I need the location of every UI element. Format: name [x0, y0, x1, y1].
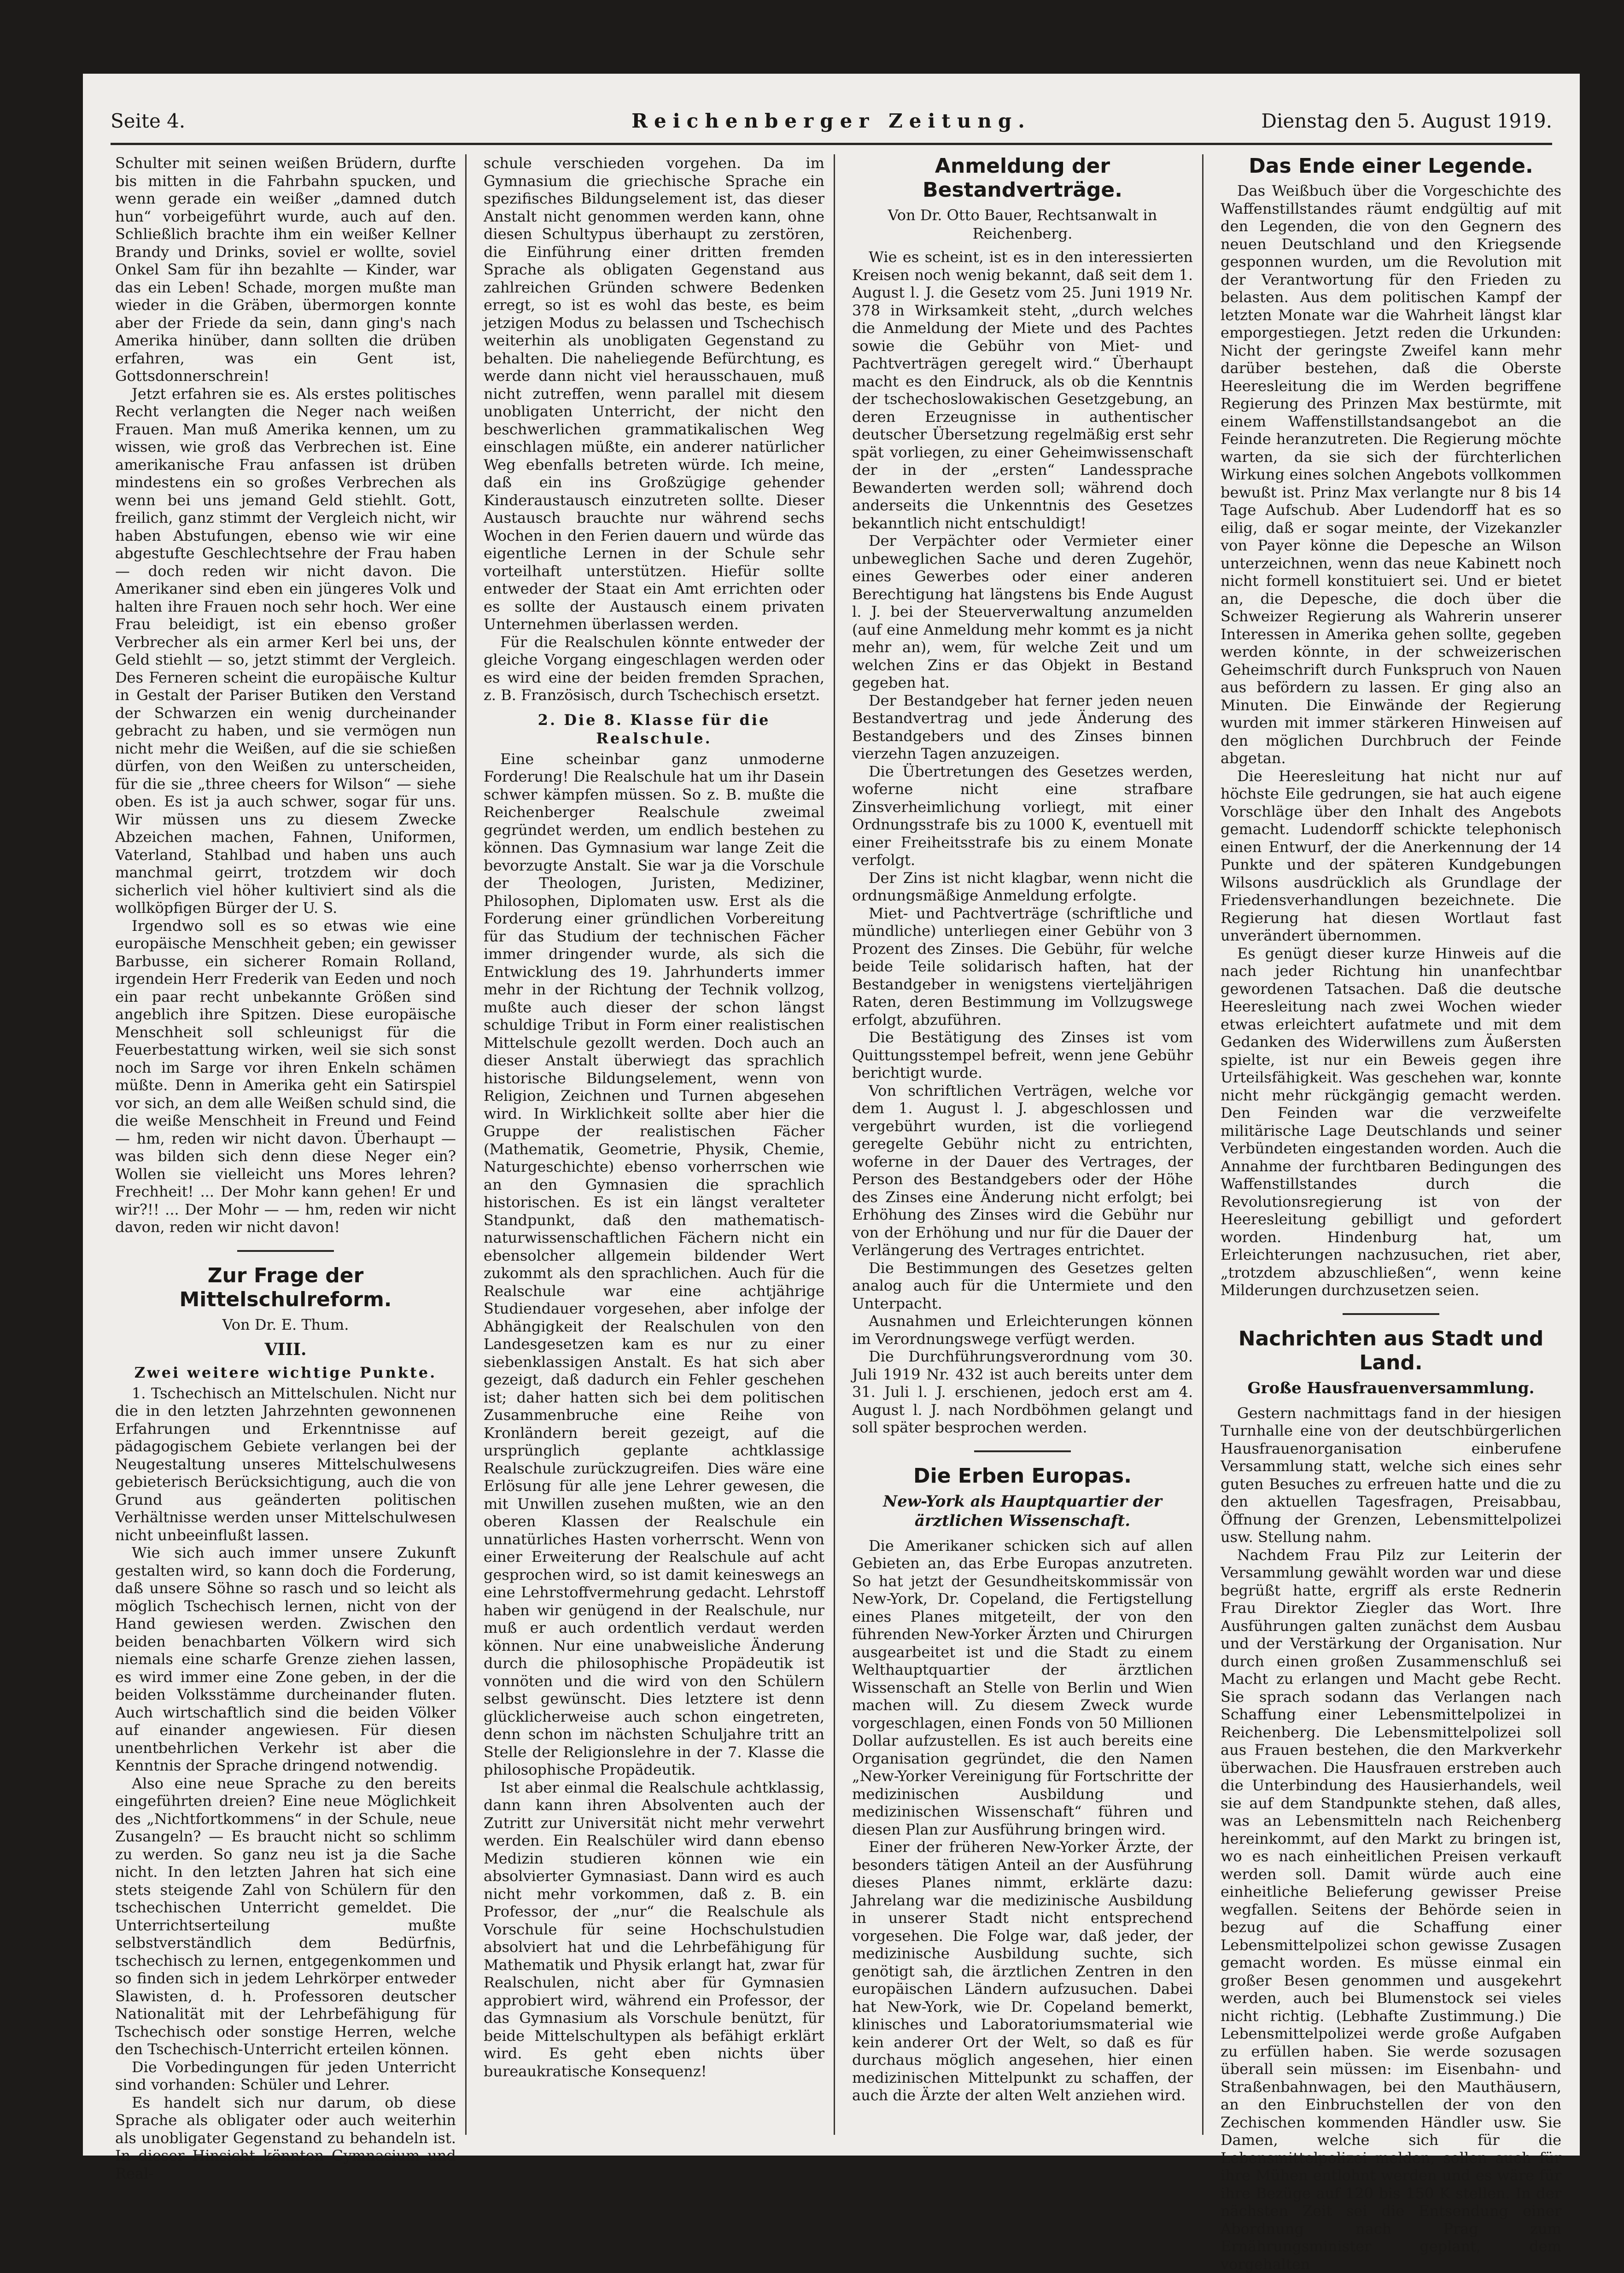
byline: Von Dr. E. Thum. — [115, 1315, 456, 1334]
subheading: Zwei weitere wichtige Punkte. — [115, 1363, 456, 1382]
article-paragraph: Miet- und Pachtverträge (schriftliche und mündliche) unterliegen einer Gebühr von 3 Prozent des Zinses. Die Gebühr, für welche beide Teile solidarisch haften, hat der Bestandgeber in wenigstens vierteljährigen Raten, deren Bestimmung im Vollzugswege erfolgt, abzuführen. — [852, 905, 1193, 1029]
article-paragraph: schule verschieden vorgehen. Da im Gymnasium die griechische Sprache ein spezifisches Bildungselement ist, das dieser Anstalt nicht genommen werden kann, ohne diesen Schultypus überhaupt zu zerstören, die Einführung einer dritten fremden Sprache als obligaten Gegenstand aus zahlreichen Gründen schwere Bedenken erregt, so ist es wohl das beste, es beim jetzigen Modus zu belassen und Tschechisch weiterhin als unobligaten Gegenstand zu behalten. Die naheliegende Befürchtung, es werde dann nicht viel herausschauen, muß nicht zutreffen, wenn parallel mit diesem unobligaten Unterricht, der nicht den beschwerlichen grammatikalischen Weg einschlagen müßte, ein anderer natürlicher Weg ebenfalls betreten würde. Ich meine, daß ein ins Großzügige gehender Kinderaustausch einzutreten sollte. Dieser Austausch brauchte nur während sechs Wochen in den Ferien dauern und würde das eigentliche Lernen in der Schule sehr vorteilhaft unterstützen. Hiefür sollte entweder der Staat ein Amt errichten oder es sollte der Austausch einem privaten Unternehmen überlassen werden. — [484, 154, 824, 633]
article-paragraph: Die Amerikaner schicken sich auf allen Gebieten an, das Erbe Europas anzutreten. So hat jetzt der Gesundheitskommissär von New-York, Dr. Copeland, die Fertigstellung eines Planes mitgeteilt, der von den führenden New-Yorker Ärzten und Chirurgen ausgearbeitet ist und die Stadt zu einem Welthauptquartier der ärztlichen Wissenschaft an Stelle von Berlin und Wien machen will. Zu diesem Zweck wurde vorgeschlagen, einen Fonds von 50 Millionen Dollar aufzustellen. Es ist auch bereits eine Organisation gegründet, die den Namen „New-Yorker Vereinigung für Fortschritte der medizinischen Ausbildung und medizinischen Wissenschaft“ führen und diesen Plan zur Ausführung bringen wird. — [852, 1537, 1193, 1839]
article-paragraph: Gestern nachmittags fand in der hiesigen Turnhalle eine von der deutschbürgerlichen Hausfrauenorganisation einberufene Versammlung statt, welche sich eines sehr guten Besuches zu erfreuen hatte und die zu den aktuellen Tagesfragen, Preisabbau, Öffnung der Grenzen, Lebensmittelpolizei usw. Stellung nahm. — [1221, 1404, 1561, 1546]
article-paragraph: Schulter mit seinen weißen Brüdern, durfte bis mitten in die Fahrbahn spucken, und wenn gerade ein weißer „damned dutch hun“ vorbeigeführt wurde, auch auf den. Schließlich brachte ihm ein weißer Kellner Brandy und Drinks, soviel er wollte, soviel Onkel Sam für ihn bezahlte — Kinder, war das ein Leben! Schade, morgen mußte man wieder in die Gräben, übermorgen konnte aber der Friede da sein, dann ging's nach Amerika hinüber, dann sollten die drüben erfahren, was ein Gent ist, Gottsdonnerschrein! — [115, 154, 456, 385]
headline-mittelschulreform: Zur Frage der Mittelschulreform. — [115, 1264, 456, 1312]
headline-anmeldung: Anmeldung der Bestandverträge. — [852, 154, 1193, 202]
article-paragraph: Ist aber einmal die Realschule achtklassig, dann kann ihren Absolventen auch der Zutritt zur Universität nicht mehr verwehrt werden. Ein Realschüler wird dann ebenso Medizin studieren können wie ein absolvierter Gymnasiast. Dann wird es auch nicht mehr vorkommen, daß z. B. ein Professor, der „nur“ die Realschule als Vorschule für seine Hochschulstudien absolviert hat und die Lehrbefähigung für Mathematik und Physik erlangt hat, zwar für Realschulen, nicht aber für Gymnasien approbiert wird, während ein Professor, der das Gymnasium als Vorschule benützt, für beide Mittelschultypen als befähigt erklärt wird. Es geht eben nichts über bureaukratische Konsequenz! — [484, 1779, 824, 2080]
page-number: Seite 4. — [111, 110, 185, 132]
column-3 — [852, 154, 1193, 2144]
article-paragraph: Jetzt erfahren sie es. Als erstes politisches Recht verlangten die Neger nach weißen Frauen. Man muß Amerika kennen, um zu wissen, wie groß das Verbrechen ist. Eine amerikanische Frau anfassen ist drüben mindestens ein so großes Verbrechen als wenn bei uns jemand Geld stiehlt. Gott, freilich, ganz stimmt der Vergleich nicht, wir haben Abstufungen, ebenso wie wir eine abgestufte Geschlechtsehre der Frau haben — doch reden wir nicht davon. Die Amerikaner sind eben ein jüngeres Volk und halten ihre Frauen noch sehr hoch. Wer eine Frau beleidigt, ist ein ebenso großer Verbrecher als ein armer Kerl bei uns, der Geld stiehlt — so, jetzt stimmt der Vergleich. Des Ferneren scheint die europäische Kultur in Gestalt der Pariser Butiken den Verstand der Schwarzen ein wenig durcheinander gebracht zu haben, und sie vermögen nun nicht mehr die Weißen, auf die sie schießen dürfen, von den Weißen zu unterscheiden, für die sie „three cheers for Wilson“ — siehe oben. Es ist ja auch schwer, sogar für uns. Wir müssen uns zu diesem Zwecke Abzeichen machen, Fahnen, Uniformen, Vaterland, Stahlbad und haben uns auch manchmal geirrt, trotzdem wir doch sicherlich viel höher kultiviert sind als die wollköpfigen Bürger der U. S. — [115, 385, 456, 917]
section-divider — [1343, 1313, 1439, 1315]
article-paragraph: Es handelt sich nur darum, ob diese Sprache als obligater oder auch weiterhin als unobligater Gegenstand zu behandeln ist. In dieser Hinsicht könnten Gymnasium und Real- — [115, 2094, 456, 2183]
headline-legende: Das Ende einer Legende. — [1221, 154, 1561, 178]
column-4 — [1221, 154, 1561, 2144]
article-paragraph: Einer der früheren New-Yorker Ärzte, der besonders tätigen Anteil an der Ausführung dieses Planes nimmt, erklärte dazu: Jahrelang war die medizinische Ausbildung in unserer Stadt nicht entsprechend vorgesehen. Die Folge war, daß jeder, der medizinische Ausbildung suchte, sich genötigt sah, die ärztlichen Zentren in den europäischen Ländern aufzusuchen. Dabei hat New-York, wie Dr. Copeland bemerkt, klinisches und Laboratoriumsmaterial wie kein anderer Ort der Welt, so daß es für durchaus möglich angesehen, hier einen medizinischen Mittelpunkt zu schaffen, der auch die Ärzte der alten Welt anziehen wird. — [852, 1838, 1193, 2104]
article-paragraph: Die Durchführungsverordnung vom 30. Juli 1919 Nr. 432 ist auch bereits unter dem 31. Juli l. J. erschienen, jedoch erst am 4. August l. J. nach Nordböhmen gelangt und soll später besprochen werden. — [852, 1348, 1193, 1437]
subheadline: Große Hausfrauenversammlung. — [1221, 1379, 1561, 1398]
article-paragraph: Die Vorbedingungen für jeden Unterricht sind vorhanden: Schüler und Lehrer. — [115, 2058, 456, 2094]
article-paragraph: Von schriftlichen Verträgen, welche vor dem 1. August l. J. abgeschlossen und vergebührt wurden, ist die vorliegend geregelte Gebühr nicht zu entrichten, woferne in der Dauer des Vertrages, der Person des Bestandgebers oder der Höhe des Zinses eine Änderung nicht erfolgt; bei Erhöhung des Zinses wird die Gebühr nur von der Erhöhung und nur für die Dauer der Verlängerung des Vertrages entrichtet. — [852, 1082, 1193, 1259]
article-paragraph: Das Weißbuch über die Vorgeschichte des Waffenstillstandes räumt endgültig auf mit den Legenden, die von den Gegnern des neuen Deutschland und den Kriegsende gesponnen wurden, um die Revolution mit der Verantwortung für den Frieden zu belasten. Aus dem politischen Kampf der letzten Monate war die Wahrheit längst klar emporgestiegen. Jetzt reden die Urkunden: Nicht der geringste Zweifel kann mehr darüber bestehen, daß die Oberste Heeresleitung die im Werden begriffene Regierung des Prinzen Max bestürmte, mit einem Waffenstillstandsangebot an die Feinde heranzutreten. Die Regierung möchte warten, da sie sich der fürchterlichen Wirkung eines solchen Angebots vollkommen bewußt ist. Prinz Max verlangte nur 8 bis 14 Tage Aufschub. Aber Ludendorff hat es so eilig, daß er sogar meinte, der Vizekanzler von Payer könne die Depesche an Wilson unterzeichnen, wenn das neue Kabinett noch nicht formell konstituiert sei. Und er bietet an, die Depesche, die doch über die Schweizer Regierung als Wahrerin unserer Interessen in Amerika gehen sollte, gegeben werden könnte, in der schweizerischen Geheimschrift durch Funkspruch von Nauen aus befördern zu lassen. Er ging also an Minuten. Die Einwände der Regierung wurden mit immer stärkeren Hinweisen auf den möglichen Durchbruch der Feinde abgetan. — [1221, 182, 1561, 767]
article-paragraph: Für die Realschulen könnte entweder der gleiche Vorgang eingeschlagen werden oder es wird eine der beiden fremden Sprachen, z. B. Französisch, durch Tschechisch ersetzt. — [484, 633, 824, 704]
column-rule — [1202, 154, 1203, 2135]
headline-nachrichten: Nachrichten aus Stadt und Land. — [1221, 1327, 1561, 1375]
newspaper-title: Reichenberger Zeitung. — [111, 110, 1552, 132]
page-header — [111, 106, 1552, 145]
article-paragraph: Eine scheinbar ganz unmoderne Forderung! Die Realschule hat um ihr Dasein schwer kämpfen müssen. So z. B. mußte die Reichenberger Realschule zweimal gegründet werden, um endlich bestehen zu können. Das Gymnasium war lange Zeit die bevorzugte Anstalt. Sie war ja die Vorschule der Theologen, Juristen, Mediziner, Philosophen, Diplomaten usw. Erst als die Forderung einer gründlichen Vorbereitung für das Studium der technischen Fächer immer dringender wurde, als sich die Entwicklung des 19. Jahrhunderts immer mehr in der Richtung der Technik vollzog, mußte auch dieser der schon längst schuldige Tribut in Form einer realistischen Mittelschule gezollt werden. Doch auch an dieser Anstalt überwiegt das sprachlich historische Bildungselement, wenn von Religion, Zeichnen und Turnen abgesehen wird. In Wirklichkeit sollte aber hier die Gruppe der realistischen Fächer (Mathematik, Geometrie, Physik, Chemie, Naturgeschichte) ebenso vorherrschen wie an den Gymnasien die sprachlich historischen. Es ist ein längst veralteter Standpunkt, daß den mathematisch-naturwissenschaftlichen Fächern nicht ein ebensolcher allgemein bildender Wert zukommt als den sprachlichen. Auch für die Realschule war eine achtjährige Studiendauer vorgesehen, aber infolge der Abhängigkeit der Realschulen von den Landesgesetzen kam es nur zu einer siebenklassigen Anstalt. Es hat sich aber gezeigt, daß dadurch ein Fehler geschehen ist; daher hatten sich bei dem politischen Zusammenbruche eine Reihe von Kronländern bereit gezeigt, auf die ursprünglich geplante achtklassige Realschule zurückzugreifen. Dies wäre eine Erlösung für alle jene Lehrer gewesen, die mit Unwillen zusehen mußten, wie an den oberen Klassen der Realschule ein unnatürliches Hasten vorherrscht. Wenn von einer Erweiterung der Realschule auf acht gesprochen wird, so ist damit keineswegs an eine Lehrstoffvermehrung gedacht. Lehrstoff haben wir genügend in der Realschule, nur muß er auch ordentlich verdaut werden können. Nur eine unabweisliche Änderung durch die philosophische Propädeutik ist vonnöten und die wird von den Schülern selbst gewünscht. Dies letztere ist denn glücklicherweise auch schon eingetreten, denn schon im nächsten Schuljahre tritt an Stelle der Religionslehre in der 7. Klasse die philosophische Propädeutik. — [484, 750, 824, 1779]
article-paragraph: Irgendwo soll es so etwas wie eine europäische Menschheit geben; ein gewisser Barbusse, ein sicherer Romain Rolland, irgendein Herr Frederik van Eeden und noch ein paar recht unbekannte Größen sind angeblich ihre Spitzen. Diese europäische Menschheit soll schleunigst für die Feuerbestattung wirken, weil sie sich sonst noch im Sarge vor ihren Enkeln schämen müßte. Denn in Amerika geht ein Satirspiel vor sich, an dem alle Weißen schuld sind, die die weiße Menschheit in Freund und Feind — hm, reden wir nicht davon. Überhaupt — was bilden sich denn diese Neger ein? Wollen sie vielleicht uns Mores lehren? Frechheit! ... Der Mohr kann gehen! Er und wir?!! ... Der Mohr — — hm, reden wir nicht davon, reden wir nicht davon! — [115, 917, 456, 1236]
part-number: VIII. — [115, 1339, 456, 1360]
article-paragraph: Nachdem Frau Pilz zur Leiterin der Versammlung gewählt worden war und diese begrüßt hatte, ergriff als erste Rednerin Frau Direktor Ziegler das Wort. Ihre Ausführungen galten zunächst dem Ausbau und der Verstärkung der Organisation. Nur durch einen großen Zusammenschluß sei Macht zu erlangen und Macht gebe Recht. Sie sprach sodann das Verlangen nach Schaffung einer Lebensmittelpolizei in Reichenberg. Die Lebensmittelpolizei soll aus Frauen bestehen, die den Markverkehr überwachen. Die Hausfrauen erstreben auch die Unterbindung des Hausierhandels, weil sie auf dem Standpunkte stehen, daß alles, was an Lebensmitteln nach Reichenberg hereinkommt, auf den Markt zu bringen ist, wo es nach einheitlichen Preisen verkauft werden soll. Damit würde auch eine einheitliche Belieferung gewisser Preise wegfallen. Seitens der Behörde seien in bezug auf die Schaffung einer Lebensmittelpolizei schon gewisse Zusagen gemacht worden. Es müsse einmal ein großer Besen genommen und ausgekehrt werden, auch bei Blumenstock sei vieles nicht richtig. (Lebhafte Zustimmung.) Die Lebensmittelpolizei werde große Aufgaben zu erfüllen haben. Sie werde sozusagen überall sein müssen: im Eisenbahn- und Straßenbahnwagen, bei den Mauthäusern, an den Einbruchstellen der von den Zechischen kommenden Händler usw. Sie Damen, welche sich für die Lebensmittelpolizei melden, sollen auch für ihre Mühen entlohnt werden und es wäre für ihre Bezüge auf 120 bis 150 K stellen. In der nächsten Zeit sei die Entsendung einer Abordnung nach Prag zum Ernährungsminister geplant, dem vorgehalten — [1221, 1546, 1561, 2273]
article-paragraph: Ausnahmen und Erleichterungen können im Verordnungswege verfügt werden. — [852, 1312, 1193, 1348]
article-paragraph: Wie es scheint, ist es in den interessierten Kreisen noch wenig bekannt, daß seit dem 1. August l. J. die Gesetz vom 25. Juni 1919 Nr. 378 in Wirksamkeit steht, „durch welches die Anmeldung der Miete und des Pachtes sowie die Gebühr von Miet- und Pachtverträgen geregelt wird.“ Überhaupt macht es den Eindruck, als ob die Kenntnis der tschechoslowakischen Gesetzgebung, an deren Erzeugnisse in authentischer deutscher Übersetzung regelmäßig erst sehr spät vorliegen, zu einer Geheimwissenschaft der in der „ersten“ Landessprache Bewanderten werden soll; während doch anderseits die Unkenntnis des Gesetzes bekanntlich nicht entschuldigt! — [852, 248, 1193, 532]
section-divider — [237, 1250, 334, 1252]
article-paragraph: Der Verpächter oder Vermieter einer unbeweglichen Sache und deren Zugehör, eines Gewerbes oder einer anderen Berechtigung hat längstens bis Ende August l. J. bei der Steuerverwaltung anzumelden (auf eine Anmeldung mehr kommt es ja nicht mehr an), wem, für welche Zeit und um welchen Zins er das Objekt in Bestand gegeben hat. — [852, 532, 1193, 692]
article-paragraph: Die Heeresleitung hat nicht nur auf höchste Eile gedrungen, sie hat auch eigene Vorschläge über den Inhalt des Angebots gemacht. Ludendorff schickte telephonisch einen Entwurf, der die Anerkennung der 14 Punkte und der späteren Kundgebungen Wilsons ausdrücklich als Grundlage der Friedensverhandlungen bezeichnete. Die Regierung hat diesen Wortlaut fast unverändert übernommen. — [1221, 767, 1561, 945]
column-2 — [484, 154, 824, 2144]
subheadline: New-York als Hauptquartier der ärztlichen Wissenschaft. — [852, 1492, 1193, 1531]
article-paragraph: Wie sich auch immer unsere Zukunft gestalten wird, so kann doch die Forderung, daß unsere Söhne so rasch und so leicht als möglich Tschechisch lernen, nicht von der Hand gewiesen werden. Zwischen den beiden benachbarten Völkern wird sich niemals eine scharfe Grenze ziehen lassen, es wird immer eine Zone geben, in der die beiden Volksstämme durcheinander fluten. Auch wirtschaftlich sind die beiden Völker auf einander angewiesen. Für diesen unentbehrlichen Verkehr ist aber die Kenntnis der Sprache dringend notwendig. — [115, 1544, 456, 1775]
article-paragraph: Der Bestandgeber hat ferner jeden neuen Bestandvertrag und jede Änderung des Bestandgebers und des Zinses binnen vierzehn Tagen anzuzeigen. — [852, 692, 1193, 763]
headline-erben-europas: Die Erben Europas. — [852, 1464, 1193, 1488]
issue-date: Dienstag den 5. August 1919. — [1261, 110, 1552, 132]
section-divider — [974, 1450, 1071, 1452]
column-rule — [465, 154, 467, 2135]
article-paragraph: Die Bestimmungen des Gesetzes gelten analog auch für die Untermiete und den Unterpacht. — [852, 1259, 1193, 1313]
article-paragraph: Der Zins ist nicht klagbar, wenn nicht die ordnungsmäßige Anmeldung erfolgte. — [852, 869, 1193, 905]
subheading: 2. Die 8. Klasse für die Realschule. — [484, 711, 824, 748]
article-paragraph: Es genügt dieser kurze Hinweis auf die nach jeder Richtung hin unanfechtbar gewordenen Tatsachen. Daß die deutsche Heeresleitung nach zwei Wochen wieder etwas erleichtert aufatmete und mit dem Gedanken des Widerwillens zum Äußersten spielte, ist nur ein Beweis gegen ihre Urteilsfähigkeit. Was geschehen war, konnte nicht mehr rückgängig gemacht werden. Den Feinden war die verzweifelte militärische Lage Deutschlands und seiner Verbündeten eingestanden worden. Auch die Annahme der furchtbaren Bedingungen des Waffenstillstandes durch die Revolutionsregierung ist von der Heeresleitung gebilligt und gefordert worden. Hindenburg hat, um Erleichterungen nachzusuchen, riet aber, „trotzdem abzuschließen“, wenn keine Milderungen durchzusetzen seien. — [1221, 945, 1561, 1299]
article-paragraph: Also eine neue Sprache zu den bereits eingeführten dreien? Eine neue Möglichkeit des „Nichtfortkommens“ in der Schule, neue Zusangeln? — Es braucht nicht so schlimm zu werden. So ganz neu ist ja die Sache nicht. In den letzten Jahren hat sich eine stets steigende Zahl von Schülern für den tschechischen Unterricht gemeldet. Die Unterrichtserteilung mußte selbstverständlich dem Bedürfnis, tschechisch zu lernen, entgegenkommen und so finden sich in jedem Lehrkörper entweder Slawisten, d. h. Professoren deutscher Nationalität mit der Lehrbefähigung für Tschechisch oder sonstige Herren, welche den Tschechisch-Unterricht erteilen können. — [115, 1775, 456, 2058]
byline: Von Dr. Otto Bauer, Rechtsanwalt in Reichenberg. — [852, 206, 1193, 243]
column-1 — [115, 154, 456, 2144]
article-paragraph: 1. Tschechisch an Mittelschulen. Nicht nur die in den letzten Jahrzehnten gewonnenen Erfahrungen und Erkenntnisse auf pädagogischem Gebiete verlangen bei der Neugestaltung unseres Mittelschulwesens gebieterisch Berücksichtigung, auch die von Grund aus geänderten politischen Verhältnisse werden unser Mittelschulwesen nicht unbeeinflußt lassen. — [115, 1385, 456, 1544]
article-paragraph: Die Übertretungen des Gesetzes werden, woferne nicht eine strafbare Zinsverheimlichung vorliegt, mit einer Ordnungsstrafe bis zu 1000 K, eventuell mit einer Freiheitsstrafe bis zu einem Monate verfolgt. — [852, 763, 1193, 869]
column-rule — [834, 154, 835, 2135]
newspaper-page — [83, 74, 1580, 2156]
article-paragraph: Die Bestätigung des Zinses ist vom Quittungsstempel befreit, wenn jene Gebühr berichtigt wurde. — [852, 1028, 1193, 1082]
